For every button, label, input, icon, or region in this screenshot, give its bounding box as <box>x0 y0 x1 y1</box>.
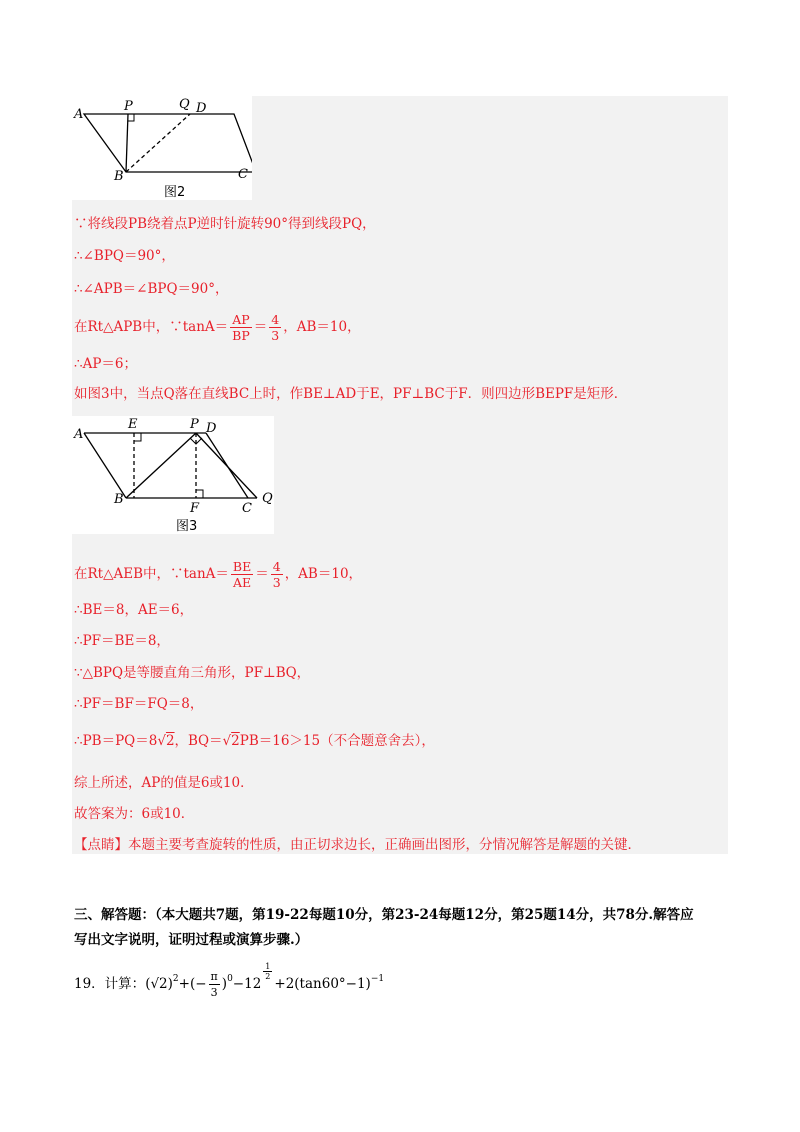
question-19-label: 19．计算： <box>74 976 146 992</box>
fraction-numerator: 4 <box>272 559 281 574</box>
sqrt-2: √2 <box>222 733 240 749</box>
expr-b: +(− <box>178 976 207 992</box>
solution-line-8: ∴BE＝8，AE＝6， <box>74 602 194 618</box>
label-d: D <box>206 421 217 436</box>
label-q: Q <box>262 491 273 506</box>
solution-line-11: ∴PF＝BF＝FQ＝8， <box>74 696 204 712</box>
exp-c: 0 <box>227 974 233 984</box>
line-12-part-a: ∴PB＝PQ＝8 <box>74 733 158 749</box>
fraction-4-3 <box>271 559 283 590</box>
exp-e: −1 <box>370 974 385 984</box>
fraction-numerator: π <box>210 970 218 983</box>
solution-line-10: ∵△BPQ是等腰直角三角形，PF⊥BQ， <box>74 665 311 681</box>
label-p: P <box>124 99 133 114</box>
parallelogram-abcd <box>84 114 252 172</box>
sqrt-2: √2 <box>157 733 175 749</box>
tip-text: 本题主要考查旋转的性质，由正切求边长，正确画出图形，分情况解答是解题的关键． <box>128 837 641 853</box>
fraction-denominator: BP <box>232 328 250 343</box>
fraction-numerator: AP <box>230 312 252 328</box>
solution-line-12 <box>74 726 435 756</box>
fraction-numerator: 4 <box>271 312 280 327</box>
figure-2-caption: 图2 <box>164 185 186 200</box>
solution-line-3: ∴∠APB＝∠BPQ＝90°， <box>74 281 229 297</box>
solution-line-4 <box>74 311 361 343</box>
fraction-denominator: 3 <box>272 575 281 590</box>
fraction-denominator: 2 <box>265 972 271 981</box>
label-a: A <box>74 107 84 122</box>
right-angle-mark-f <box>196 490 203 498</box>
segment-bp <box>126 114 128 172</box>
fraction-numerator: 1 <box>265 962 271 971</box>
solution-line-9: ∴PF＝BE＝8， <box>74 633 170 649</box>
label-p: P <box>190 417 199 432</box>
fraction-numerator: BE <box>232 559 252 574</box>
figure-2 <box>72 96 252 200</box>
fraction-ap-bp <box>230 312 252 343</box>
label-q: Q <box>179 97 190 112</box>
label-c: C <box>238 167 248 182</box>
line-7-prefix: 在Rt△AEB中，∵tanA＝ <box>74 566 229 582</box>
segment-bp <box>126 433 196 498</box>
figure-2-diagram <box>72 96 252 200</box>
expr-d: −12 <box>232 976 262 992</box>
segment-pq <box>196 433 257 498</box>
line-7-suffix: ，AB＝10， <box>284 566 363 582</box>
solution-line-1: ∵将线段PB绕着点P逆时针旋转90°得到线段PQ， <box>74 216 376 232</box>
label-e: E <box>128 417 138 432</box>
line-12-part-c: PB＝16＞15（不合题意舍去）， <box>239 733 435 749</box>
segment-ab <box>84 433 126 498</box>
expr-e: +2(tan60°−1) <box>274 976 371 992</box>
radicand: 2 <box>165 733 175 749</box>
solution-line-14: 故答案为：6或10． <box>74 806 195 822</box>
label-c: C <box>242 501 252 516</box>
tip-tag: 【点睛】 <box>74 837 128 853</box>
figure-3 <box>72 416 274 534</box>
exp-a: 2 <box>172 974 179 984</box>
solution-line-2: ∴∠BPQ＝90°， <box>74 248 175 264</box>
figure-3-diagram <box>72 416 274 534</box>
label-b: B <box>114 492 124 507</box>
label-b: B <box>114 169 124 184</box>
right-angle-mark-e <box>134 433 141 441</box>
solution-line-7 <box>74 558 362 590</box>
solution-line-6: 如图3中，当点Q落在直线BC上时，作BE⊥AD于E，PF⊥BC于F．则四边形BEPF是矩形． <box>74 386 628 402</box>
solution-line-5: ∴AP＝6； <box>74 356 138 372</box>
fraction-denominator: 3 <box>210 986 218 999</box>
fraction-denominator: AE <box>233 575 252 590</box>
solution-line-13: 综上所述，AP的值是6或10． <box>74 775 254 791</box>
section-3-heading-line-1: 三、解答题：（本大题共7题，第19-22每题10分，第23-24每题12分，第25题14分，共78分.解答应 <box>74 907 694 923</box>
line-12-part-b: ，BQ＝ <box>174 733 223 749</box>
label-d: D <box>196 101 207 116</box>
right-angle-mark <box>128 114 134 121</box>
equals-sign: ＝ <box>255 566 269 582</box>
segment-bq <box>126 114 190 172</box>
section-3-heading-line-2: 写出文字说明，证明过程或演算步骤.） <box>74 932 309 948</box>
fraction-be-ae <box>231 559 253 590</box>
exp-d-fraction <box>263 962 272 981</box>
figure-3-caption: 图3 <box>176 519 198 534</box>
line-4-prefix: 在Rt△APB中，∵tanA＝ <box>74 319 229 335</box>
expr-a: (√2) <box>145 976 173 992</box>
equals-sign: ＝ <box>253 319 268 335</box>
question-19 <box>74 962 384 1000</box>
solution-line-15 <box>74 835 641 855</box>
expr-c: ) <box>221 976 228 992</box>
fraction-denominator: 3 <box>271 328 280 343</box>
label-a: A <box>74 427 84 442</box>
label-f: F <box>190 501 200 516</box>
fraction-pi-3 <box>209 969 220 1000</box>
line-4-suffix: ，AB＝10， <box>283 319 361 335</box>
fraction-4-3 <box>269 312 281 343</box>
radicand: 2 <box>231 733 240 749</box>
